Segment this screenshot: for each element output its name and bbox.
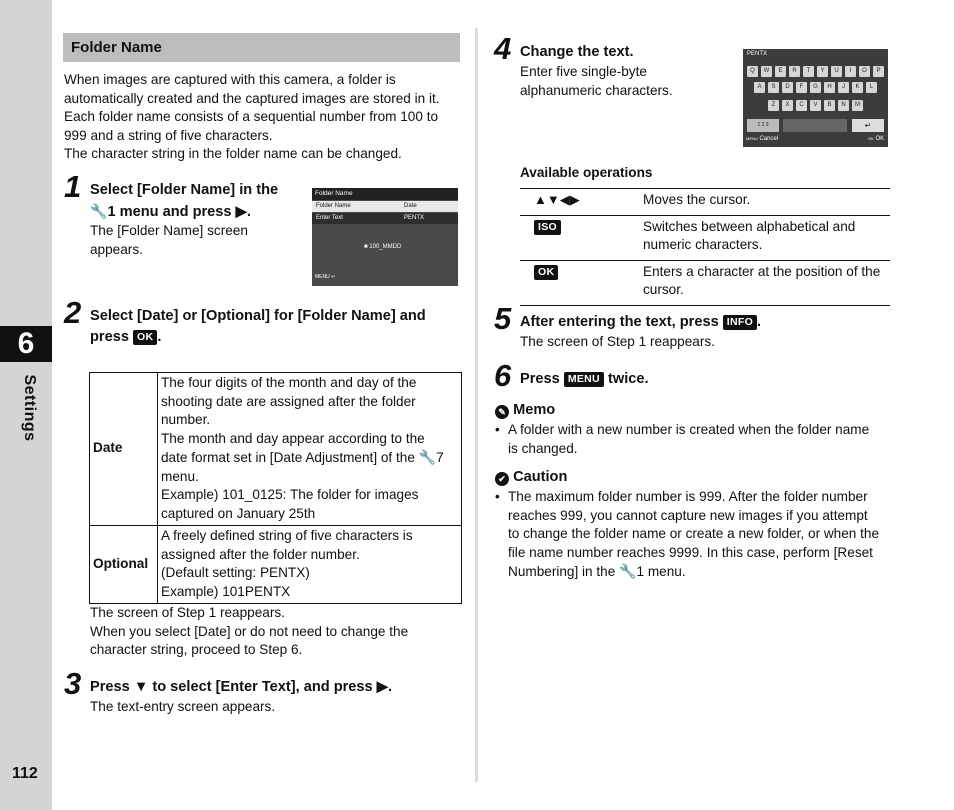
wrench-icon: 🔧 bbox=[418, 449, 437, 465]
ops-table bbox=[520, 188, 890, 306]
ops-row-cursor: ▲▼◀▶ Moves the cursor. bbox=[520, 189, 890, 216]
ops-row-iso: ISO Switches between alphabetical and numeric characters. bbox=[520, 215, 890, 260]
keyboard-key-x: X bbox=[782, 100, 793, 111]
keyboard-key-j: J bbox=[838, 82, 849, 93]
keyboard-key-h: H bbox=[824, 82, 835, 93]
screen-row-folder-name: Folder Name Date bbox=[312, 201, 458, 212]
keyboard-key-w: W bbox=[761, 66, 772, 77]
memo-text: • A folder with a new number is created when the folder name is changed. bbox=[495, 422, 870, 456]
keyboard-key-q: Q bbox=[747, 66, 758, 77]
step-3-title: Press ▼ to select [Enter Text], and press ▶. bbox=[90, 679, 393, 695]
option-date-label: Date bbox=[90, 373, 158, 526]
keyboard-key-f: F bbox=[796, 82, 807, 93]
step-2-after: The screen of Step 1 reappears. When you select [Date] or do not need to change the character string, proceed to Step 6. bbox=[90, 605, 409, 657]
folder-name-options-table bbox=[89, 372, 462, 604]
step-3-number: 3 bbox=[64, 666, 82, 701]
cancel-hint: MENU Cancel bbox=[746, 136, 779, 142]
caution-icon: ✔ bbox=[495, 472, 509, 486]
step-6-number: 6 bbox=[494, 358, 512, 393]
caution-heading: ✔ Caution bbox=[495, 467, 567, 487]
keyboard-key-a: A bbox=[754, 82, 765, 93]
keyboard-key-y: Y bbox=[817, 66, 828, 77]
column-divider bbox=[475, 28, 478, 782]
section-intro: When images are captured with this camera, a folder is automatically created and the captured images are stored in it. Each folder name consists of a sequential number from 100 to 999 and a string of five characters. The character string in the folder name can be changed. bbox=[64, 72, 440, 162]
keyboard-key-t: T bbox=[803, 66, 814, 77]
keyboard-key-s: S bbox=[768, 82, 779, 93]
back-icon: ↩ bbox=[331, 274, 336, 280]
step-1-number: 1 bbox=[64, 169, 82, 204]
step-1-title: Select [Folder Name] in the 🔧1 menu and press ▶. bbox=[90, 182, 279, 220]
numeric-toggle-key: 1 2 3 bbox=[747, 119, 779, 132]
keyboard-key-m: M bbox=[852, 100, 863, 111]
step-6-title: Press MENU twice. bbox=[520, 371, 649, 387]
ok-hint: OK OK bbox=[868, 136, 885, 142]
step-5-number: 5 bbox=[494, 301, 512, 336]
option-date-desc: The four digits of the month and day of the shooting date are assigned after the folder number. The month and day appear according to the date format set in [Date Adjustment] of the 🔧7 menu. Example) 101_0125: The folder for images captured on January 25th bbox=[158, 373, 462, 526]
text-entry-screen bbox=[743, 49, 888, 147]
keyboard-key-e: E bbox=[775, 66, 786, 77]
folder-name-screen: Folder Name Folder Name Date Enter Text PENTX ■ 100_MMDD MENU ↩ bbox=[312, 188, 458, 286]
option-optional-desc: A freely defined string of five characters is assigned after the folder number. (Default setting: PENTX) Example) 101PENTX bbox=[158, 526, 462, 604]
chapter-label: Settings bbox=[21, 374, 38, 442]
caution-text: • The maximum folder number is 999. After the folder number reaches 999, you cannot capture new images if you attempt to change the folder name or create a new folder, or when the file name number reaches 9999. In this case, perform [Reset Numbering] in the 🔧1 menu. bbox=[495, 489, 880, 579]
menu-key-icon: MENU bbox=[564, 372, 604, 387]
keyboard-key-o: O bbox=[859, 66, 870, 77]
ops-heading: Available operations bbox=[520, 165, 653, 180]
step-2-number: 2 bbox=[64, 295, 82, 330]
keyboard-key-r: R bbox=[789, 66, 800, 77]
entered-text: PENTX bbox=[747, 51, 768, 57]
keyboard-key-b: B bbox=[824, 100, 835, 111]
keyboard-key-g: G bbox=[810, 82, 821, 93]
keyboard-key-u: U bbox=[831, 66, 842, 77]
chapter-number: 6 bbox=[0, 326, 52, 362]
keyboard-key-z: Z bbox=[768, 100, 779, 111]
keyboard-key-c: C bbox=[796, 100, 807, 111]
screen-back: MENU ↩ bbox=[315, 274, 336, 280]
screen-folder-preview: ■ 100_MMDD bbox=[364, 244, 402, 250]
ok-key-icon: OK bbox=[133, 330, 157, 345]
step-2-title: Select [Date] or [Optional] for [Folder Name] and press OK . bbox=[90, 308, 426, 345]
keyboard-key-n: N bbox=[838, 100, 849, 111]
keyboard-key-l: L bbox=[866, 82, 877, 93]
keyboard-key-i: I bbox=[845, 66, 856, 77]
section-title: Folder Name bbox=[63, 33, 460, 62]
keyboard-key-p: P bbox=[873, 66, 884, 77]
step-4-desc: Enter five single-byte alphanumeric characters. bbox=[520, 64, 673, 98]
keyboard-key-k: K bbox=[852, 82, 863, 93]
info-key-icon: INFO bbox=[723, 315, 757, 330]
wrench-icon: 🔧 bbox=[619, 563, 637, 579]
wrench-icon: 🔧 bbox=[90, 203, 108, 219]
keyboard-key-v: V bbox=[810, 100, 821, 111]
step-5-title: After entering the text, press INFO . bbox=[520, 314, 762, 330]
folder-icon: ■ bbox=[364, 244, 368, 250]
iso-key-icon: ISO bbox=[534, 220, 561, 235]
step-4-title: Change the text. bbox=[520, 44, 634, 60]
step-5-desc: The screen of Step 1 reappears. bbox=[520, 334, 715, 349]
memo-icon: ✎ bbox=[495, 405, 509, 419]
memo-heading: ✎ Memo bbox=[495, 400, 555, 420]
keyboard-key-d: D bbox=[782, 82, 793, 93]
screen-row-enter-text: Enter Text PENTX bbox=[312, 213, 458, 224]
step-3-desc: The text-entry screen appears. bbox=[90, 699, 276, 714]
arrow-keys-icon: ▲▼◀▶ bbox=[534, 192, 580, 207]
enter-key-icon: ↵ bbox=[852, 119, 884, 132]
step-4-number: 4 bbox=[494, 31, 512, 66]
step-1-desc: The [Folder Name] screen appears. bbox=[90, 223, 248, 257]
ok-key-icon: OK bbox=[534, 265, 558, 280]
option-optional-label: Optional bbox=[90, 526, 158, 604]
ops-row-ok: OK Enters a character at the position of the cursor. bbox=[520, 260, 890, 305]
space-key bbox=[783, 119, 847, 132]
page-number: 112 bbox=[12, 765, 38, 782]
